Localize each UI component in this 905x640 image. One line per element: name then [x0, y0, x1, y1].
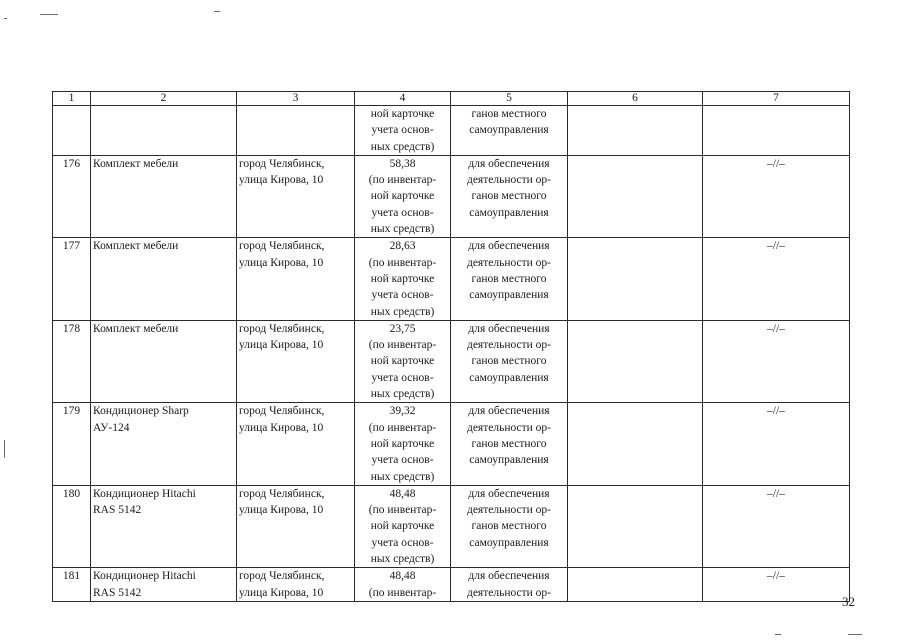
value-line: (по инвентар-	[368, 504, 437, 517]
property-name-line: Кондиционер Sharp	[93, 405, 189, 418]
address-line: улица Кирова, 10	[239, 174, 324, 187]
address-line: город Челябинск,	[239, 570, 325, 583]
continuation-col-6	[568, 106, 703, 156]
value-line: ной карточке	[370, 437, 435, 450]
purpose-line: для обеспечения	[468, 157, 550, 170]
scan-mark-top-left	[40, 14, 58, 15]
property-name-line: RAS 5142	[93, 586, 142, 599]
purpose-line: деятельности ор-	[466, 339, 552, 352]
property-value	[355, 568, 451, 602]
scan-mark-bottom	[775, 634, 781, 635]
continuation-col-1	[53, 106, 91, 156]
purpose-line: самоуправления	[469, 371, 549, 384]
value-line: 48,48	[389, 570, 416, 583]
purpose-line: для обеспечения	[468, 487, 550, 500]
continuation-col-3	[237, 106, 355, 156]
value-line: (по инвентар-	[368, 339, 437, 352]
property-name	[91, 485, 237, 567]
address-line: город Челябинск,	[239, 405, 325, 418]
value-line: ных средств)	[370, 305, 435, 318]
address-line: улица Кирова, 10	[239, 256, 324, 269]
purpose-line: деятельности ор-	[466, 586, 552, 599]
purpose-line: ганов местного	[471, 272, 547, 285]
address-line: город Челябинск,	[239, 322, 325, 335]
property-address	[237, 485, 355, 567]
purpose-line: самоуправления	[469, 454, 549, 467]
row-number: 179	[53, 403, 91, 485]
property-value	[355, 403, 451, 485]
value-line: ной карточке	[370, 520, 435, 533]
purpose-line: ганов местного	[471, 437, 547, 450]
table-row	[53, 403, 850, 485]
property-name-line: Кондиционер Hitachi	[93, 570, 196, 583]
property-address	[237, 320, 355, 402]
header-col-3: 3	[237, 92, 355, 106]
value-line: (по инвентар-	[368, 174, 437, 187]
scan-mark-top	[214, 11, 220, 12]
property-value	[355, 238, 451, 320]
property-address	[237, 155, 355, 237]
header-row	[53, 92, 850, 106]
ditto-mark: –//–	[703, 320, 850, 402]
property-address	[237, 568, 355, 602]
purpose-line: самоуправления	[469, 536, 549, 549]
continuation-row	[53, 106, 850, 156]
col-6-cell	[568, 485, 703, 567]
purpose-line: для обеспечения	[468, 405, 550, 418]
value-line: 39,32	[389, 405, 416, 418]
scan-mark-left-edge	[4, 440, 5, 458]
continuation-col-4	[355, 106, 451, 156]
purpose-line: деятельности ор-	[466, 421, 552, 434]
row-number: 181	[53, 568, 91, 602]
address-line: город Челябинск,	[239, 157, 325, 170]
value-line: учета основ-	[371, 371, 434, 384]
value-line: учета основ-	[371, 289, 434, 302]
header-col-7: 7	[703, 92, 850, 106]
property-value	[355, 485, 451, 567]
property-name-line: Комплект мебели	[93, 322, 179, 335]
property-name	[91, 320, 237, 402]
col-6-cell	[568, 403, 703, 485]
property-name-line: АУ-124	[93, 421, 130, 434]
value-line: 23,75	[389, 322, 416, 335]
table-row	[53, 238, 850, 320]
continuation-purpose-line: самоуправления	[469, 124, 549, 137]
purpose-line: для обеспечения	[468, 570, 550, 583]
ditto-mark: –//–	[703, 238, 850, 320]
value-line: учета основ-	[371, 536, 434, 549]
address-line: улица Кирова, 10	[239, 421, 324, 434]
property-value	[355, 320, 451, 402]
table-row	[53, 568, 850, 602]
property-name	[91, 403, 237, 485]
property-purpose	[451, 320, 568, 402]
address-line: улица Кирова, 10	[239, 504, 324, 517]
address-line: город Челябинск,	[239, 240, 325, 253]
purpose-line: деятельности ор-	[466, 256, 552, 269]
value-line: 58,38	[389, 157, 416, 170]
value-line: учета основ-	[371, 206, 434, 219]
property-name	[91, 238, 237, 320]
row-number: 180	[53, 485, 91, 567]
continuation-value-line: ных средств)	[370, 140, 435, 153]
address-line: улица Кирова, 10	[239, 339, 324, 352]
table-row	[53, 320, 850, 402]
purpose-line: самоуправления	[469, 289, 549, 302]
property-name	[91, 155, 237, 237]
ditto-mark: –//–	[703, 155, 850, 237]
purpose-line: ганов местного	[471, 190, 547, 203]
value-line: ных средств)	[370, 553, 435, 566]
value-line: 28,63	[389, 240, 416, 253]
property-value	[355, 155, 451, 237]
table-row	[53, 485, 850, 567]
header-col-5: 5	[451, 92, 568, 106]
ditto-mark: –//–	[703, 485, 850, 567]
value-line: ных средств)	[370, 388, 435, 401]
ditto-mark: –//–	[703, 403, 850, 485]
value-line: ных средств)	[370, 223, 435, 236]
value-line: (по инвентар-	[368, 256, 437, 269]
purpose-line: самоуправления	[469, 206, 549, 219]
property-purpose	[451, 485, 568, 567]
value-line: (по инвентар-	[368, 421, 437, 434]
value-line: 48,48	[389, 487, 416, 500]
address-line: улица Кирова, 10	[239, 586, 324, 599]
purpose-line: деятельности ор-	[466, 174, 552, 187]
page-number: 32	[842, 594, 855, 609]
value-line: ных средств)	[370, 470, 435, 483]
property-purpose	[451, 238, 568, 320]
value-line: ной карточке	[370, 272, 435, 285]
header-col-4: 4	[355, 92, 451, 106]
property-purpose	[451, 155, 568, 237]
header-col-2: 2	[91, 92, 237, 106]
property-name-line: Комплект мебели	[93, 240, 179, 253]
col-6-cell	[568, 320, 703, 402]
property-purpose	[451, 403, 568, 485]
scan-mark-bottom-right	[848, 634, 862, 635]
purpose-line: ганов местного	[471, 355, 547, 368]
property-address	[237, 238, 355, 320]
purpose-line: деятельности ор-	[466, 504, 552, 517]
continuation-col-5	[451, 106, 568, 156]
value-line: учета основ-	[371, 454, 434, 467]
col-6-cell	[568, 238, 703, 320]
col-6-cell	[568, 155, 703, 237]
continuation-purpose-line: ганов местного	[471, 108, 547, 120]
row-number: 178	[53, 320, 91, 402]
value-line: ной карточке	[370, 355, 435, 368]
continuation-col-2	[91, 106, 237, 156]
continuation-value-line: учета основ-	[371, 124, 434, 137]
row-number: 176	[53, 155, 91, 237]
address-line: город Челябинск,	[239, 487, 325, 500]
table-row	[53, 155, 850, 237]
scan-mark-left-small	[4, 18, 7, 19]
property-name	[91, 568, 237, 602]
property-address	[237, 403, 355, 485]
row-number: 177	[53, 238, 91, 320]
header-col-1: 1	[53, 92, 91, 106]
continuation-col-7	[703, 106, 850, 156]
property-purpose	[451, 568, 568, 602]
ditto-mark: –//–	[703, 568, 850, 602]
purpose-line: ганов местного	[471, 520, 547, 533]
purpose-line: для обеспечения	[468, 240, 550, 253]
property-registry-table	[52, 91, 850, 602]
purpose-line: для обеспечения	[468, 322, 550, 335]
property-name-line: Комплект мебели	[93, 157, 179, 170]
header-col-6: 6	[568, 92, 703, 106]
continuation-value-line: ной карточке	[370, 108, 435, 120]
property-name-line: RAS 5142	[93, 504, 142, 517]
col-6-cell	[568, 568, 703, 602]
property-name-line: Кондиционер Hitachi	[93, 487, 196, 500]
value-line: (по инвентар-	[368, 586, 437, 599]
value-line: ной карточке	[370, 190, 435, 203]
